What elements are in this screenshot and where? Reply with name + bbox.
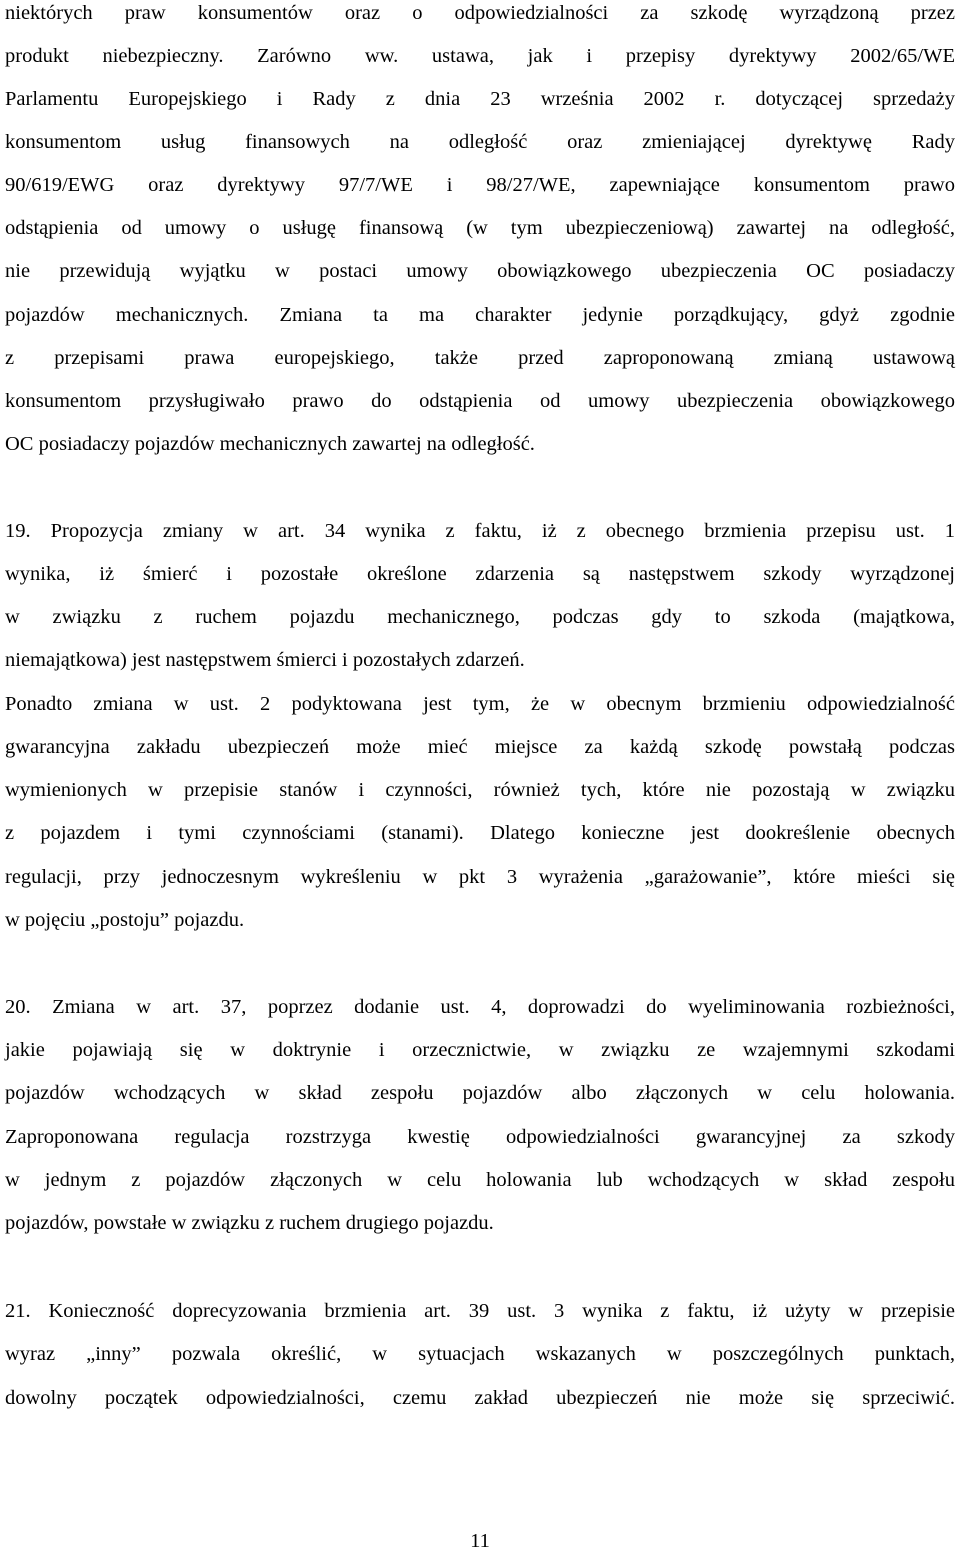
text-line: jakie pojawiają się w doktrynie i orzecznictwie, w związku ze wzajemnymi szkodami (5, 1039, 955, 1061)
text-line: pojazdów mechanicznych. Zmiana ta ma charakter jedynie porządkujący, gdyż zgodnie (5, 304, 955, 326)
text-line: w jednym z pojazdów złączonych w celu holowania lub wchodzących w skład zespołu (5, 1169, 955, 1191)
text-line: Parlamentu Europejskiego i Rady z dnia 23 września 2002 r. dotyczącej sprzedaży (5, 88, 955, 110)
text-line: konsumentom usług finansowych na odległość oraz zmieniającej dyrektywę Rady (5, 131, 955, 153)
text-line: wymienionych w przepisie stanów i czynności, również tych, które nie pozostają w związku (5, 779, 955, 801)
text-line: dowolny początek odpowiedzialności, czemu zakład ubezpieczeń nie może się sprzeciwić. (5, 1387, 955, 1409)
page-number: 11 (470, 1530, 490, 1552)
text-line: gwarancyjna zakładu ubezpieczeń może mieć miejsce za każdą szkodę powstałą podczas (5, 736, 955, 758)
text-line: w pojęciu „postoju” pojazdu. (5, 909, 245, 931)
text-line: 19. Propozycja zmiany w art. 34 wynika z faktu, iż z obecnego brzmienia przepisu ust. 1 (5, 520, 955, 542)
text-line: niemajątkowa) jest następstwem śmierci i pozostałych zdarzeń. (5, 649, 525, 671)
text-line: konsumentom przysługiwało prawo do odstąpienia od umowy ubezpieczenia obowiązkowego (5, 390, 955, 412)
text-line: wyraz „inny” pozwala określić, w sytuacjach wskazanych w poszczególnych punktach, (5, 1343, 955, 1365)
text-line: pojazdów, powstałe w związku z ruchem drugiego pojazdu. (5, 1212, 494, 1234)
text-line: w związku z ruchem pojazdu mechanicznego, podczas gdy to szkoda (majątkowa, (5, 606, 955, 628)
text-line: regulacji, przy jednoczesnym wykreśleniu w pkt 3 wyrażenia „garażowanie”, które mieści się (5, 866, 955, 888)
text-line: z pojazdem i tymi czynnościami (stanami). Dlatego konieczne jest dookreślenie obecnych (5, 822, 955, 844)
text-line: nie przewidują wyjątku w postaci umowy obowiązkowego ubezpieczenia OC posiadaczy (5, 260, 955, 282)
text-line: Zaproponowana regulacja rozstrzyga kwestię odpowiedzialności gwarancyjnej za szkody (5, 1126, 955, 1148)
text-line: Ponadto zmiana w ust. 2 podyktowana jest tym, że w obecnym brzmieniu odpowiedzialność (5, 693, 955, 715)
text-line: pojazdów wchodzących w skład zespołu pojazdów albo złączonych w celu holowania. (5, 1082, 955, 1104)
text-line: OC posiadaczy pojazdów mechanicznych zawartej na odległość. (5, 433, 535, 455)
text-line: niektórych praw konsumentów oraz o odpowiedzialności za szkodę wyrządzoną przez (5, 2, 955, 24)
text-line: produkt niebezpieczny. Zarówno ww. ustawa, jak i przepisy dyrektywy 2002/65/WE (5, 45, 955, 67)
text-line: wynika, iż śmierć i pozostałe określone zdarzenia są następstwem szkody wyrządzonej (5, 563, 955, 585)
text-line: 90/619/EWG oraz dyrektywy 97/7/WE i 98/27/WE, zapewniające konsumentom prawo (5, 174, 955, 196)
text-line: 21. Konieczność doprecyzowania brzmienia art. 39 ust. 3 wynika z faktu, iż użyty w przepisie (5, 1300, 955, 1322)
text-line: 20. Zmiana w art. 37, poprzez dodanie ust. 4, doprowadzi do wyeliminowania rozbieżności, (5, 996, 955, 1018)
text-line: odstąpienia od umowy o usługę finansową (w tym ubezpieczeniową) zawartej na odległość, (5, 217, 955, 239)
text-line: z przepisami prawa europejskiego, także przed zaproponowaną zmianą ustawową (5, 347, 955, 369)
